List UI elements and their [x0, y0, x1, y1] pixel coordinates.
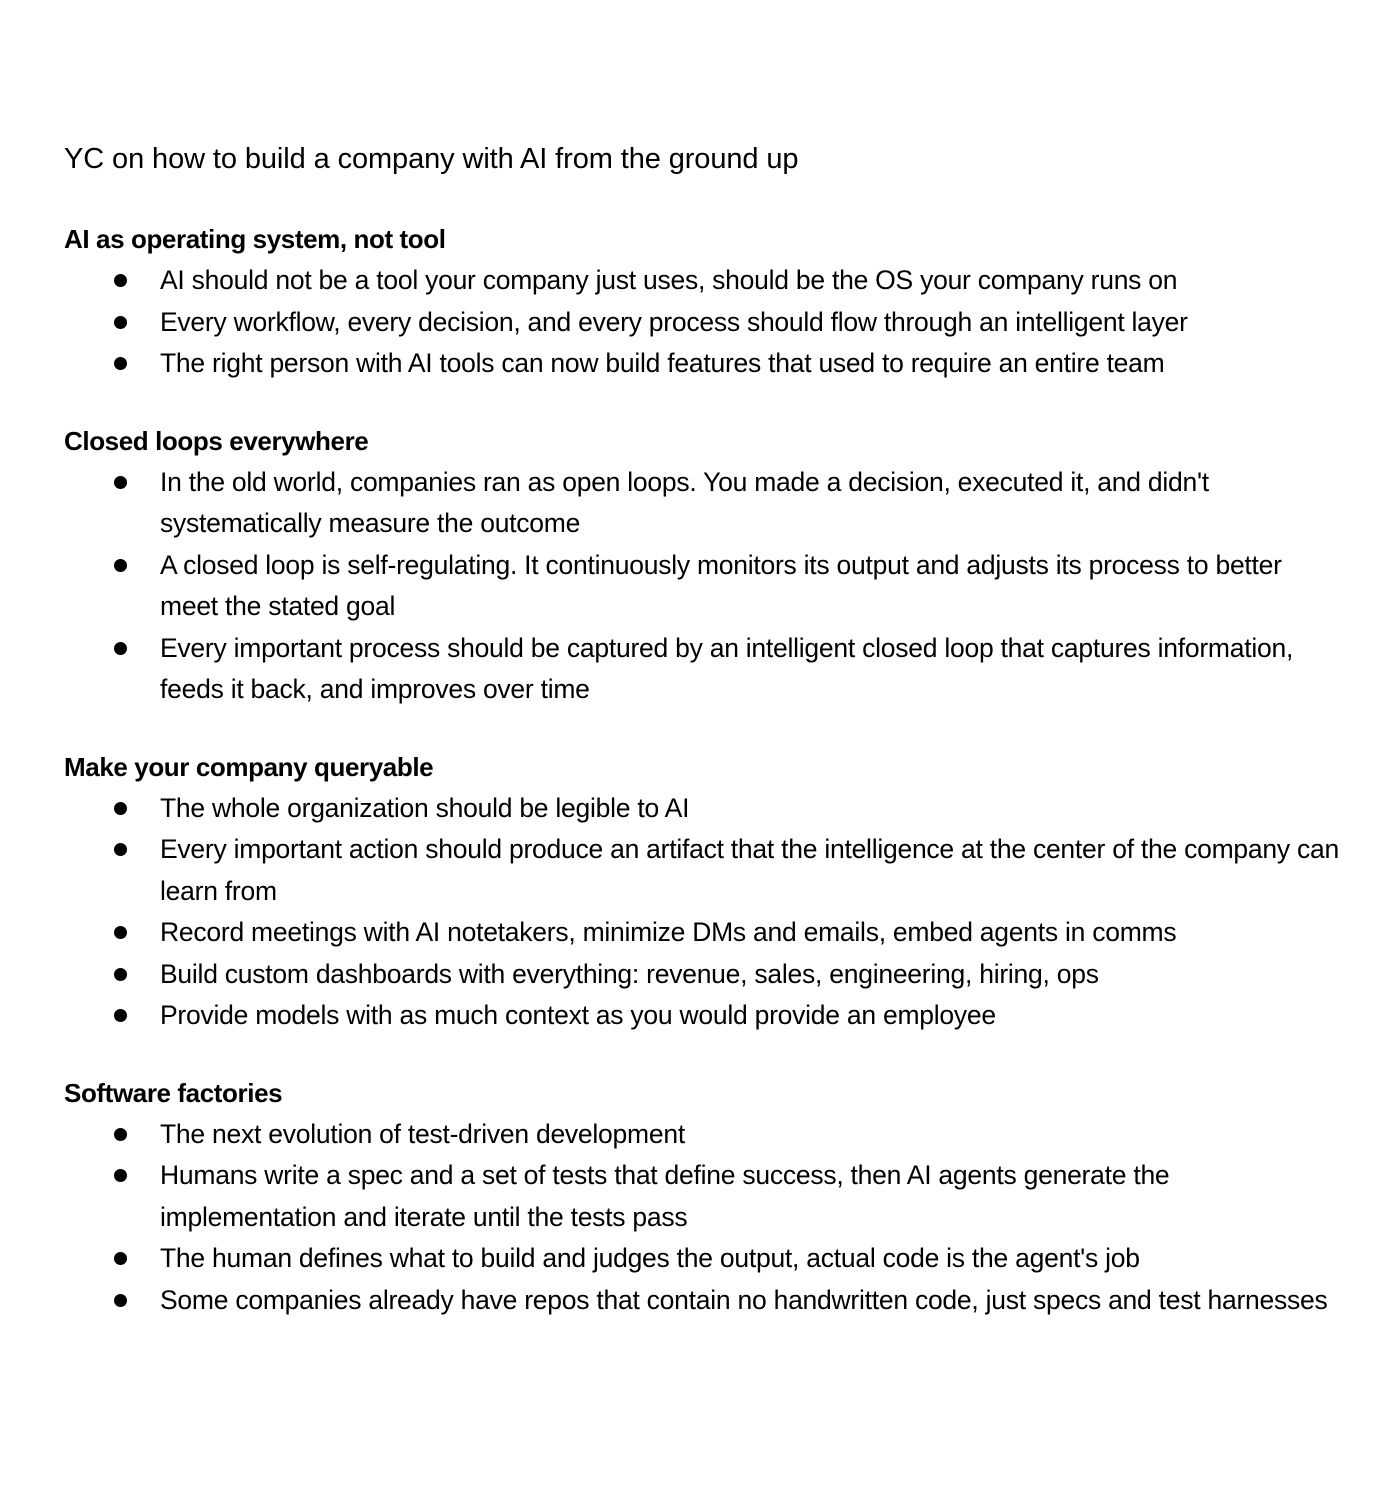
bullet-dot-icon [114, 1128, 127, 1141]
bullet-item [64, 260, 1344, 302]
document [64, 141, 1344, 1321]
bullet-item [64, 912, 1344, 954]
section-ai-operating-system [64, 223, 1344, 385]
section-heading: Software factories [64, 1077, 283, 1108]
section-software-factories [64, 1077, 1344, 1322]
bullet-dot-icon [114, 357, 127, 370]
bullet-text: The human defines what to build and judges the output, actual code is the agent's job [160, 1243, 1140, 1273]
bullet-item [64, 995, 1344, 1037]
bullet-item [64, 788, 1344, 830]
bullet-text: Record meetings with AI notetakers, minimize DMs and emails, embed agents in comms [160, 917, 1177, 947]
bullet-text: In the old world, companies ran as open loops. You made a decision, executed it, and didn't systematically measure the outcome [160, 466, 1209, 538]
bullet-list [64, 462, 1344, 711]
bullet-text: Every important process should be captured by an intelligent closed loop that captures information, feeds it back, and improves over time [160, 632, 1294, 704]
bullet-item [64, 628, 1344, 711]
bullet-dot-icon [114, 316, 127, 329]
bullet-dot-icon [114, 968, 127, 981]
bullet-dot-icon [114, 642, 127, 655]
bullet-item [64, 1238, 1344, 1280]
section-heading: Closed loops everywhere [64, 425, 369, 456]
bullet-text: The right person with AI tools can now build features that used to require an entire team [160, 348, 1165, 378]
bullet-dot-icon [114, 559, 127, 572]
section-queryable-company [64, 751, 1344, 1037]
bullet-item [64, 462, 1344, 545]
bullet-text: Every important action should produce an artifact that the intelligence at the center of the company can learn from [160, 834, 1339, 906]
bullet-dot-icon [114, 843, 127, 856]
bullet-item [64, 302, 1344, 344]
bullet-item [64, 954, 1344, 996]
section-heading: AI as operating system, not tool [64, 224, 446, 254]
bullet-item [64, 1280, 1344, 1322]
bullet-item [64, 1155, 1344, 1238]
bullet-dot-icon [114, 1009, 127, 1022]
bullet-dot-icon [114, 1294, 127, 1307]
section-heading: Make your company queryable [64, 751, 434, 782]
bullet-item [64, 1114, 1344, 1156]
bullet-text: Some companies already have repos that contain no handwritten code, just specs and test harnesses [160, 1284, 1328, 1315]
bullet-dot-icon [114, 274, 127, 287]
bullet-dot-icon [114, 1169, 127, 1182]
bullet-dot-icon [114, 926, 127, 939]
bullet-text: Humans write a spec and a set of tests that define success, then AI agents generate the implementation and iterate until the tests pass [160, 1160, 1170, 1232]
section-closed-loops [64, 425, 1344, 711]
bullet-dot-icon [114, 476, 127, 489]
bullet-item [64, 545, 1344, 628]
bullet-text: AI should not be a tool your company just uses, should be the OS your company runs on [160, 265, 1178, 295]
bullet-list [64, 788, 1344, 1037]
bullet-item [64, 343, 1344, 385]
bullet-item [64, 829, 1344, 912]
bullet-text: The next evolution of test-driven development [160, 1118, 685, 1149]
bullet-text: A closed loop is self-regulating. It continuously monitors its output and adjusts its process to better meet the stated goal [160, 549, 1282, 621]
bullet-text: Every workflow, every decision, and every process should flow through an intelligent layer [160, 306, 1188, 337]
bullet-text: Provide models with as much context as you would provide an employee [160, 1000, 996, 1030]
bullet-list [64, 260, 1344, 385]
bullet-text: The whole organization should be legible to AI [160, 792, 690, 823]
bullet-dot-icon [114, 1252, 127, 1265]
bullet-dot-icon [114, 802, 127, 815]
bullet-text: Build custom dashboards with everything: revenue, sales, engineering, hiring, ops [160, 958, 1099, 989]
bullet-list [64, 1114, 1344, 1322]
document-title: YC on how to build a company with AI from the ground up [64, 143, 799, 175]
